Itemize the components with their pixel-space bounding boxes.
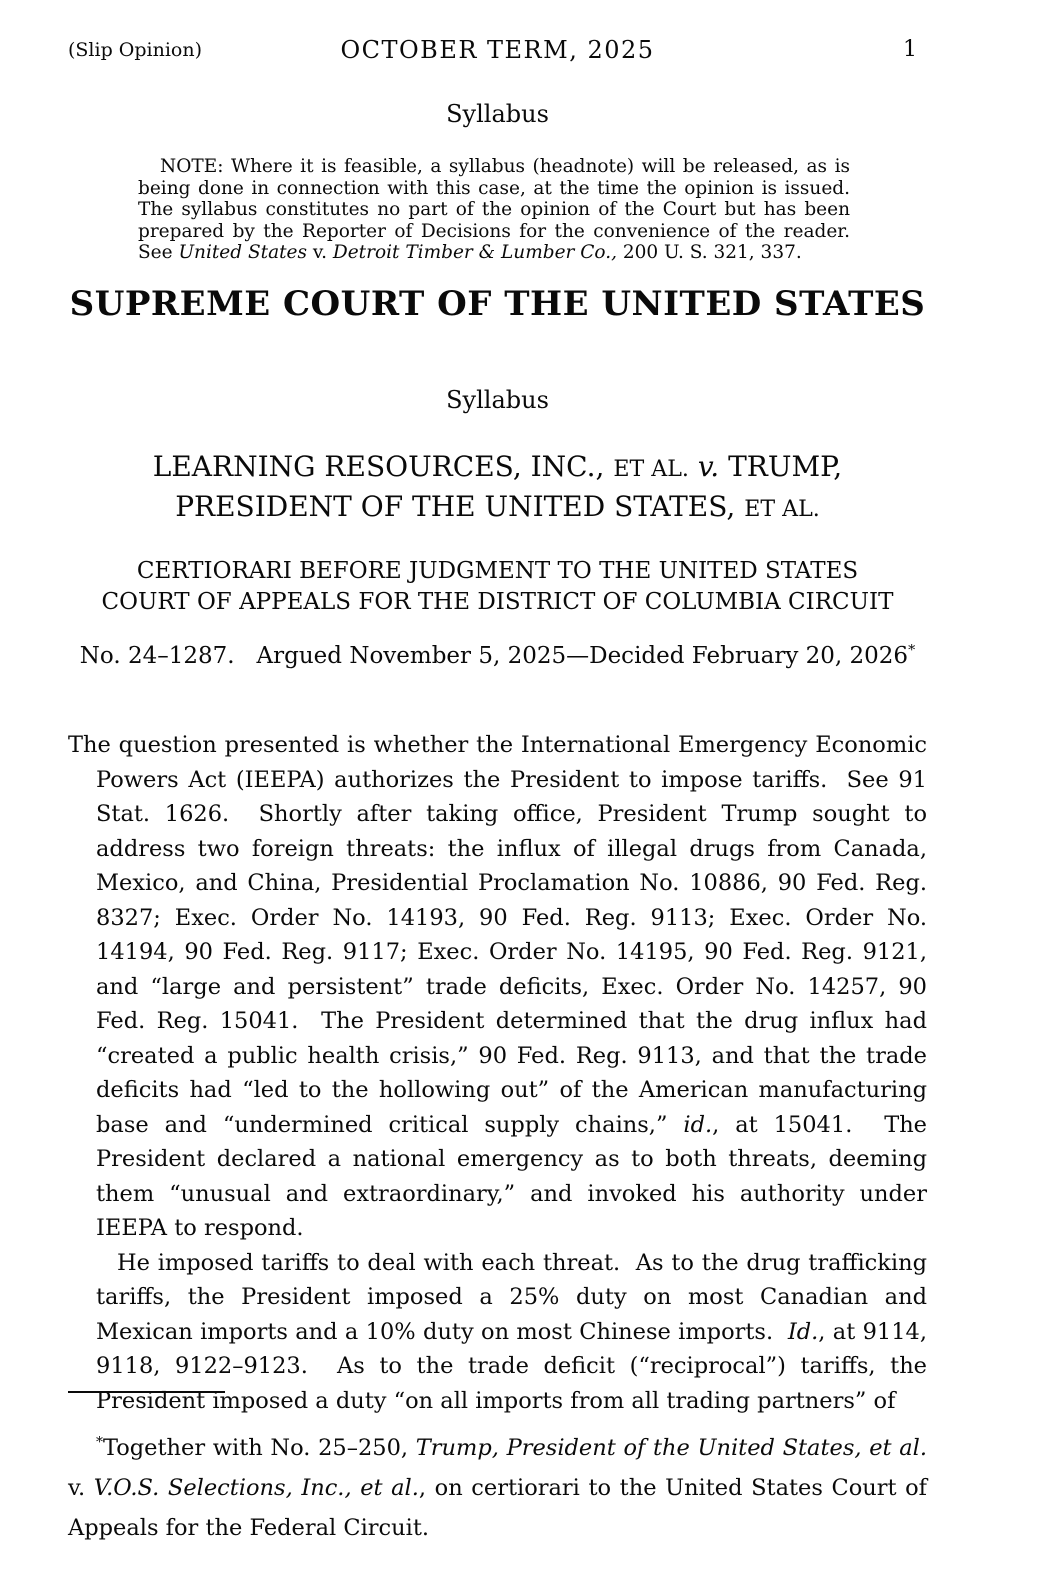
running-header: [68, 36, 927, 64]
syllabus-heading-top: Syllabus: [446, 100, 549, 128]
case-title-line-1: LEARNING RESOURCES, INC., ET AL. v. TRUMP,: [152, 450, 843, 483]
footnote-rule: [68, 1391, 225, 1393]
docket-line: No. 24–1287. Argued November 5, 2025—Decided February 20, 2026*: [79, 642, 916, 669]
slip-opinion-label: (Slip Opinion): [68, 39, 203, 61]
syllabus-body: [68, 728, 935, 1418]
page-number: 1: [903, 37, 917, 62]
court-title: SUPREME COURT OF THE UNITED STATES: [69, 284, 926, 324]
case-title: [68, 448, 927, 528]
footnote-text: *Together with No. 25–250, Trump, President of the United States, et al. v. V.O.S. Selections, Inc., et al., on certiorari to the United States Court of Appeals for the Federal Circuit.: [68, 1434, 935, 1541]
reporter-note: NOTE: Where it is feasible, a syllabus (headnote) will be released, as is being done in connection with this case, at the time the opinion is issued. The syllabus constitutes no part of the opinion of the Court but has been prepared by the Reporter of Decisions for the convenience of the reader. See United States v. Detroit Timber & Lumber Co., 200 U. S. 321, 337.: [138, 156, 862, 264]
certiorari-line-2: COURT OF APPEALS FOR THE DISTRICT OF COLUMBIA CIRCUIT: [101, 589, 894, 615]
syllabus-heading-mid: Syllabus: [446, 386, 549, 414]
case-title-line-2: PRESIDENT OF THE UNITED STATES, ET AL.: [175, 490, 820, 523]
body-paragraph-2: He imposed tariffs to deal with each threat. As to the drug trafficking tariffs, the President imposed a 25% duty on most Canadian and Mexican imports and a 10% duty on most Chinese imports. Id., at 9114, 9118, 9122–9123. As to the trade deficit (“reciprocal”) tariffs, the President imposed a duty “on all imports from all trading partners” of: [96, 1249, 935, 1414]
term-title: OCTOBER TERM, 2025: [340, 36, 655, 64]
certiorari-line-1: CERTIORARI BEFORE JUDGMENT TO THE UNITED STATES: [136, 558, 859, 584]
body-paragraph-1: The question presented is whether the International Emergency Economic Powers Act (IEEPA) authorizes the President to impose tariffs. See 91 Stat. 1626. Shortly after taking office, President Trump sought to address two foreign threats: the influx of illegal drugs from Canada, Mexico, and China, Presidential Proclamation No. 10886, 90 Fed. Reg. 8327; Exec. Order No. 14193, 90 Fed. Reg. 9113; Exec. Order No. 14194, 90 Fed. Reg. 9117; Exec. Order No. 14195, 90 Fed. Reg. 9121, and “large and persistent” trade deficits, Exec. Order No. 14257, 90 Fed. Reg. 15041. The President determined that the drug influx had “created a public health crisis,” 90 Fed. Reg. 9113, and that the trade deficits had “led to the hollowing out” of the American manufacturing base and “undermined critical supply chains,” id., at 15041. The President declared a national emergency as to both threats, deeming them “unusual and extraordinary,” and invoked his authority under IEEPA to respond.: [68, 732, 935, 1241]
certiorari-statement: [68, 556, 927, 618]
